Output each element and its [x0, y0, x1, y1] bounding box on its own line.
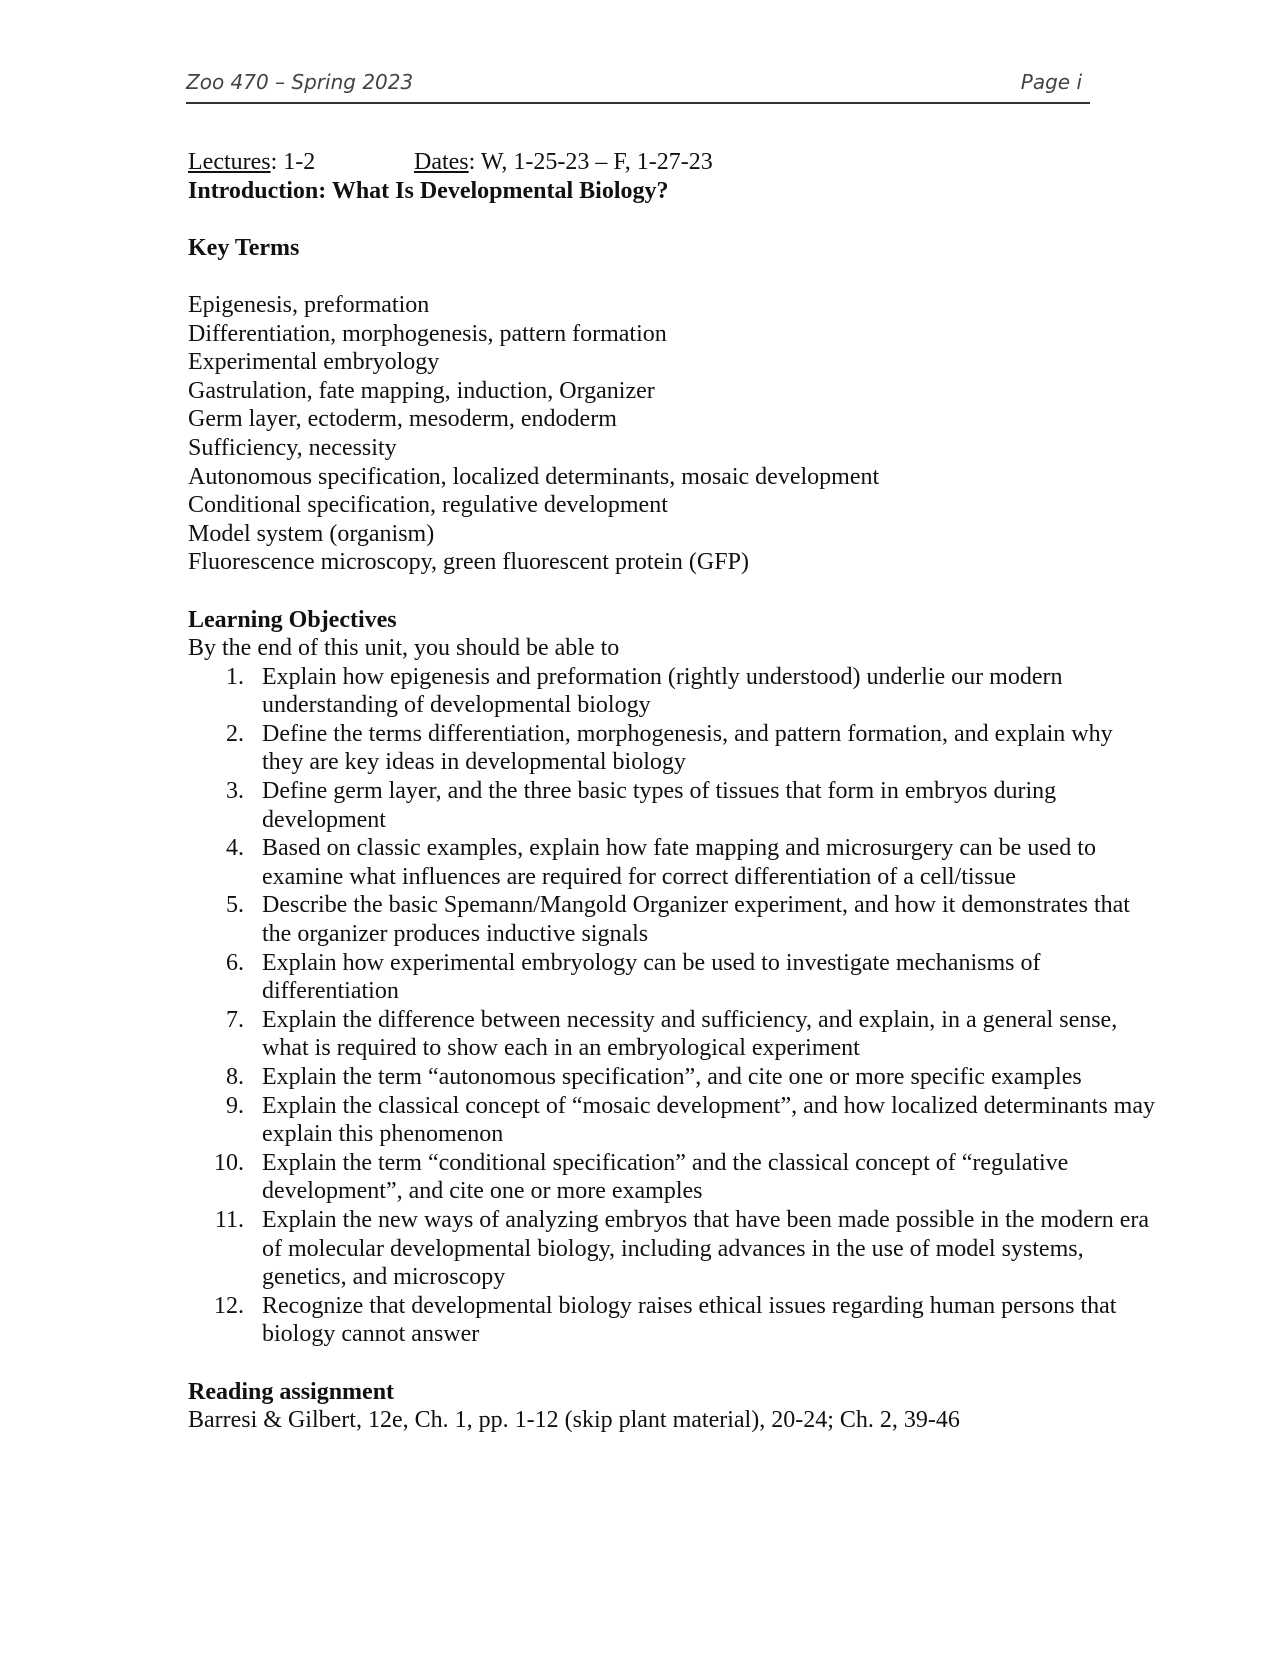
dates — [414, 148, 713, 177]
list-item — [188, 1006, 1158, 1063]
reading-text: Barresi & Gilbert, 12e, Ch. 1, pp. 1-12 (skip plant material), 20-24; Ch. 2, 39-46 — [188, 1407, 960, 1434]
item-number: 11. — [214, 1206, 244, 1233]
key-term: Gastrulation, fate mapping, induction, Organizer — [188, 377, 655, 404]
list-item — [188, 1092, 1158, 1149]
reading-heading: Reading assignment — [188, 1378, 395, 1405]
item-number: 4. — [226, 835, 244, 862]
item-number: 9. — [226, 1092, 244, 1119]
key-term: Differentiation, morphogenesis, pattern formation — [188, 320, 667, 347]
key-term: Model system (organism) — [188, 520, 435, 547]
key-terms-heading: Key Terms — [188, 234, 300, 261]
lectures-value: : 1-2 — [270, 149, 316, 175]
list-item — [188, 1292, 1158, 1349]
objectives-heading: Learning Objectives — [188, 606, 397, 633]
list-item — [188, 663, 1158, 720]
key-term: Sufficiency, necessity — [188, 434, 397, 461]
item-number: 7. — [226, 1006, 244, 1033]
item-number: 3. — [226, 778, 244, 805]
item-text: Explain how experimental embryology can be used to investigate mechanisms of differentiation — [262, 949, 1041, 1005]
dates-value: : W, 1-25-23 – F, 1-27-23 — [468, 149, 713, 175]
objectives-list — [188, 663, 1158, 1349]
dates-label: Dates — [414, 149, 469, 175]
page-number: Page i — [1020, 70, 1082, 94]
item-text: Define the terms differentiation, morphogenesis, and pattern formation, and explain why they are key ideas in developmental biology — [262, 720, 1113, 776]
item-number: 10. — [214, 1149, 244, 1176]
key-term: Autonomous specification, localized determinants, mosaic development — [188, 463, 880, 490]
item-text: Explain the term “conditional specification” and the classical concept of “regulative development”, and cite one or more examples — [262, 1149, 1069, 1205]
item-text: Explain how epigenesis and preformation (rightly understood) underlie our modern understanding of developmental biology — [262, 663, 1063, 719]
item-number: 2. — [226, 720, 244, 747]
item-number: 1. — [226, 663, 244, 690]
item-text: Describe the basic Spemann/Mangold Organizer experiment, and how it demonstrates that the organizer produces inductive signals — [262, 892, 1130, 948]
item-text: Recognize that developmental biology raises ethical issues regarding human persons that biology cannot answer — [262, 1292, 1117, 1348]
item-text: Explain the difference between necessity and sufficiency, and explain, in a general sense, what is required to show each in an embryological experiment — [262, 1006, 1118, 1062]
key-terms-list — [188, 291, 1158, 577]
key-term: Fluorescence microscopy, green fluorescent protein (GFP) — [188, 549, 749, 576]
list-item — [188, 1206, 1158, 1292]
page-header — [186, 66, 1090, 104]
list-item — [188, 1063, 1158, 1092]
list-item — [188, 1149, 1158, 1206]
item-text: Explain the new ways of analyzing embryos that have been made possible in the modern era of molecular developmental biology, including advances in the use of model systems, genetics, and microscopy — [262, 1206, 1150, 1291]
item-number: 6. — [226, 949, 244, 976]
key-term: Conditional specification, regulative development — [188, 492, 668, 519]
item-text: Define germ layer, and the three basic types of tissues that form in embryos during development — [262, 778, 1057, 833]
objectives-intro: By the end of this unit, you should be able to — [188, 635, 620, 662]
course-label: Zoo 470 – Spring 2023 — [186, 70, 414, 94]
item-text: Explain the term “autonomous specification”, and cite one or more specific examples — [262, 1064, 1082, 1090]
item-number: 12. — [214, 1292, 244, 1319]
key-term: Germ layer, ectoderm, mesoderm, endoderm — [188, 406, 617, 433]
item-number: 8. — [226, 1064, 244, 1090]
item-text: Based on classic examples, explain how fate mapping and microsurgery can be used to examine what influences are required for correct differentiation of a cell/tissue — [262, 835, 1096, 890]
lectures-label: Lectures — [188, 149, 271, 175]
key-term: Experimental embryology — [188, 349, 440, 376]
list-item — [188, 720, 1158, 777]
item-number: 5. — [226, 892, 244, 919]
document-body — [188, 148, 1158, 1435]
list-item — [188, 777, 1158, 834]
list-item — [188, 891, 1158, 948]
page-title: Introduction: What Is Developmental Biology? — [188, 177, 669, 204]
item-text: Explain the classical concept of “mosaic development”, and how localized determinants may explain this phenomenon — [262, 1092, 1156, 1148]
lecture-info — [188, 148, 1158, 177]
list-item — [188, 949, 1158, 1006]
list-item — [188, 834, 1158, 891]
key-term: Epigenesis, preformation — [188, 291, 430, 318]
